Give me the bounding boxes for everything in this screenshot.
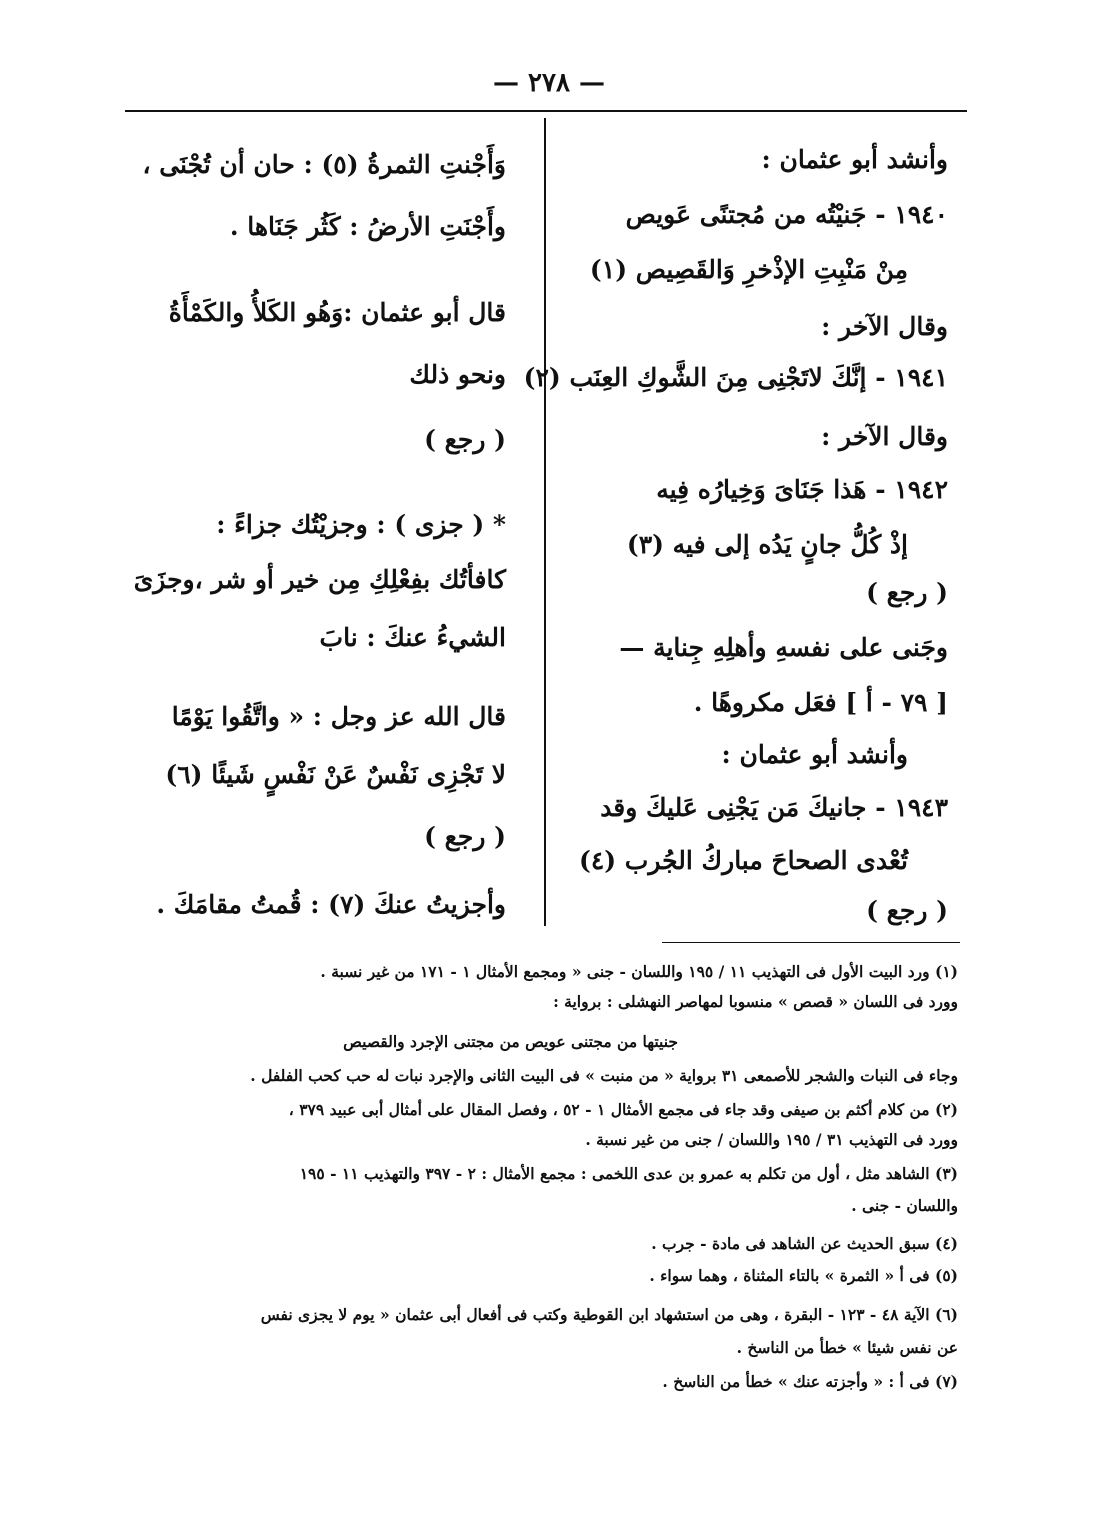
footnote-5: (٥) فى أ « الثمرة » بالتاء المثناة ، وهما سواء . bbox=[649, 1266, 958, 1285]
footnote-7: (٧) فى أ : « وأجزته عنك » خطأ من الناسخ . bbox=[662, 1372, 958, 1391]
footnote-1-cont: وورد فى اللسان « قصص » منسوبا لمهاصر النهشلى : برواية : bbox=[553, 992, 958, 1011]
return-marker: ( رجع ) bbox=[424, 425, 506, 454]
text-line: وَأَجْنتِ الثمرةُ (٥) : حان أن تُجْنَى ، bbox=[142, 150, 506, 179]
quran-verse: لا تَجْزِى نَفْسٌ عَنْ نَفْسٍ شَيئًا (٦) bbox=[165, 760, 506, 789]
text-line: وأنشد أبو عثمان : bbox=[721, 740, 908, 769]
footnote-rule bbox=[662, 942, 960, 943]
text-line: وجَنى على نفسهِ وأهلِهِ جِناية — bbox=[619, 633, 948, 662]
verse-line: إذْ كُلُّ جانٍ يَدُه إلى فيه (٣) bbox=[626, 530, 908, 559]
text-line: قال أبو عثمان :وَهُو الكَلأُ والكَمْأَةُ bbox=[168, 298, 506, 327]
text-line: الشيءُ عنكَ : نابَ bbox=[319, 623, 506, 652]
footnote-1: (١) ورد البيت الأول فى التهذيب ١١ / ١٩٥ واللسان - جنى « ومجمع الأمثال ١ - ١٧١ من غير نسبة . bbox=[320, 962, 958, 981]
verse-line: ١٩٤٣ - جانيكَ مَن يَجْنِى عَليكَ وقد bbox=[600, 793, 948, 822]
text-line: وقال الآخر : bbox=[821, 422, 948, 451]
footnote-2: (٢) من كلام أكثم بن صيفى وقد جاء فى مجمع الأمثال ١ - ٥٢ ، وفصل المقال على أمثال أبى عبيد ٣٧٩ ، bbox=[288, 1100, 958, 1119]
footnote-1-verse: جنيتها من مجتنى عويص من مجتنى الإجرد والقصيص bbox=[343, 1032, 678, 1051]
footnote-6: (٦) الآية ٤٨ - ١٢٣ - البقرة ، وهى من استشهاد ابن القوطية وكتب فى أفعال أبى عثمان « يوم لا يجزى نفس bbox=[260, 1305, 958, 1324]
footnote-2-cont: وورد فى التهذيب ٣١ / ١٩٥ واللسان / جنى من غير نسبة . bbox=[585, 1130, 958, 1149]
text-line: قال الله عز وجل : « واتَّقُوا يَوْمًا bbox=[171, 702, 506, 731]
column-divider bbox=[544, 118, 546, 926]
text-line: [ ٧٩ - أ ] فعَل مكروهًا . bbox=[693, 688, 948, 717]
footnote-1-cont: وجاء فى النبات والشجر للأصمعى ٣١ برواية « من منبت » فى البيت الثانى والإجرد نبات له حب كحب الفلفل . bbox=[250, 1066, 958, 1085]
return-marker: ( رجع ) bbox=[866, 896, 948, 925]
text-line: وأَجْنَتِ الأرضُ : كَثُر جَنَاها . bbox=[229, 212, 506, 241]
text-line: كافأتُك بفِعْلِكِ مِن خير أو شر ،وجزَىَ bbox=[133, 565, 506, 594]
verse-line: ١٩٤٠ - جَنيْتُه من مُجتنًى عَويص bbox=[625, 200, 948, 229]
footnote-4: (٤) سبق الحديث عن الشاهد فى مادة - جرب . bbox=[651, 1234, 958, 1253]
text-line: وأجزيتُ عنكَ (٧) : قُمتُ مقامَكَ . bbox=[156, 890, 506, 919]
verse-line: تُعْدى الصحاحَ مباركُ الجُرب (٤) bbox=[578, 846, 908, 875]
text-line: وأنشد أبو عثمان : bbox=[761, 145, 948, 174]
footnote-6-cont: عن نفس شيئا » خطأ من الناسخ . bbox=[736, 1338, 958, 1357]
footnote-3: (٣) الشاهد مثل ، أول من تكلم به عمرو بن عدى اللخمى : مجمع الأمثال : ٢ - ٣٩٧ والتهذيب ١١ - ١٩٥ bbox=[299, 1164, 958, 1183]
verse-line: ١٩٤١ - إنَّكَ لاتَجْنِى مِنَ الشَّوكِ العِنَب (٢) bbox=[523, 363, 948, 392]
page-number: — ٢٧٨ — bbox=[492, 68, 606, 98]
entry-heading: * ( جزى ) : وجزيْتُك جزاءً : bbox=[216, 510, 506, 539]
text-line: ونحو ذلك bbox=[409, 360, 506, 389]
footnote-3-cont: واللسان - جنى . bbox=[851, 1196, 958, 1215]
verse-line: مِنْ مَنْبِتِ الإذْخرِ وَالقَصِيص (١) bbox=[589, 255, 908, 284]
verse-line: ١٩٤٢ - هَذا جَنَاىَ وَخِيارُه فِيه bbox=[656, 475, 948, 504]
return-marker: ( رجع ) bbox=[424, 822, 506, 851]
text-line: وقال الآخر : bbox=[821, 312, 948, 341]
return-marker: ( رجع ) bbox=[866, 578, 948, 607]
header-rule bbox=[125, 110, 967, 112]
